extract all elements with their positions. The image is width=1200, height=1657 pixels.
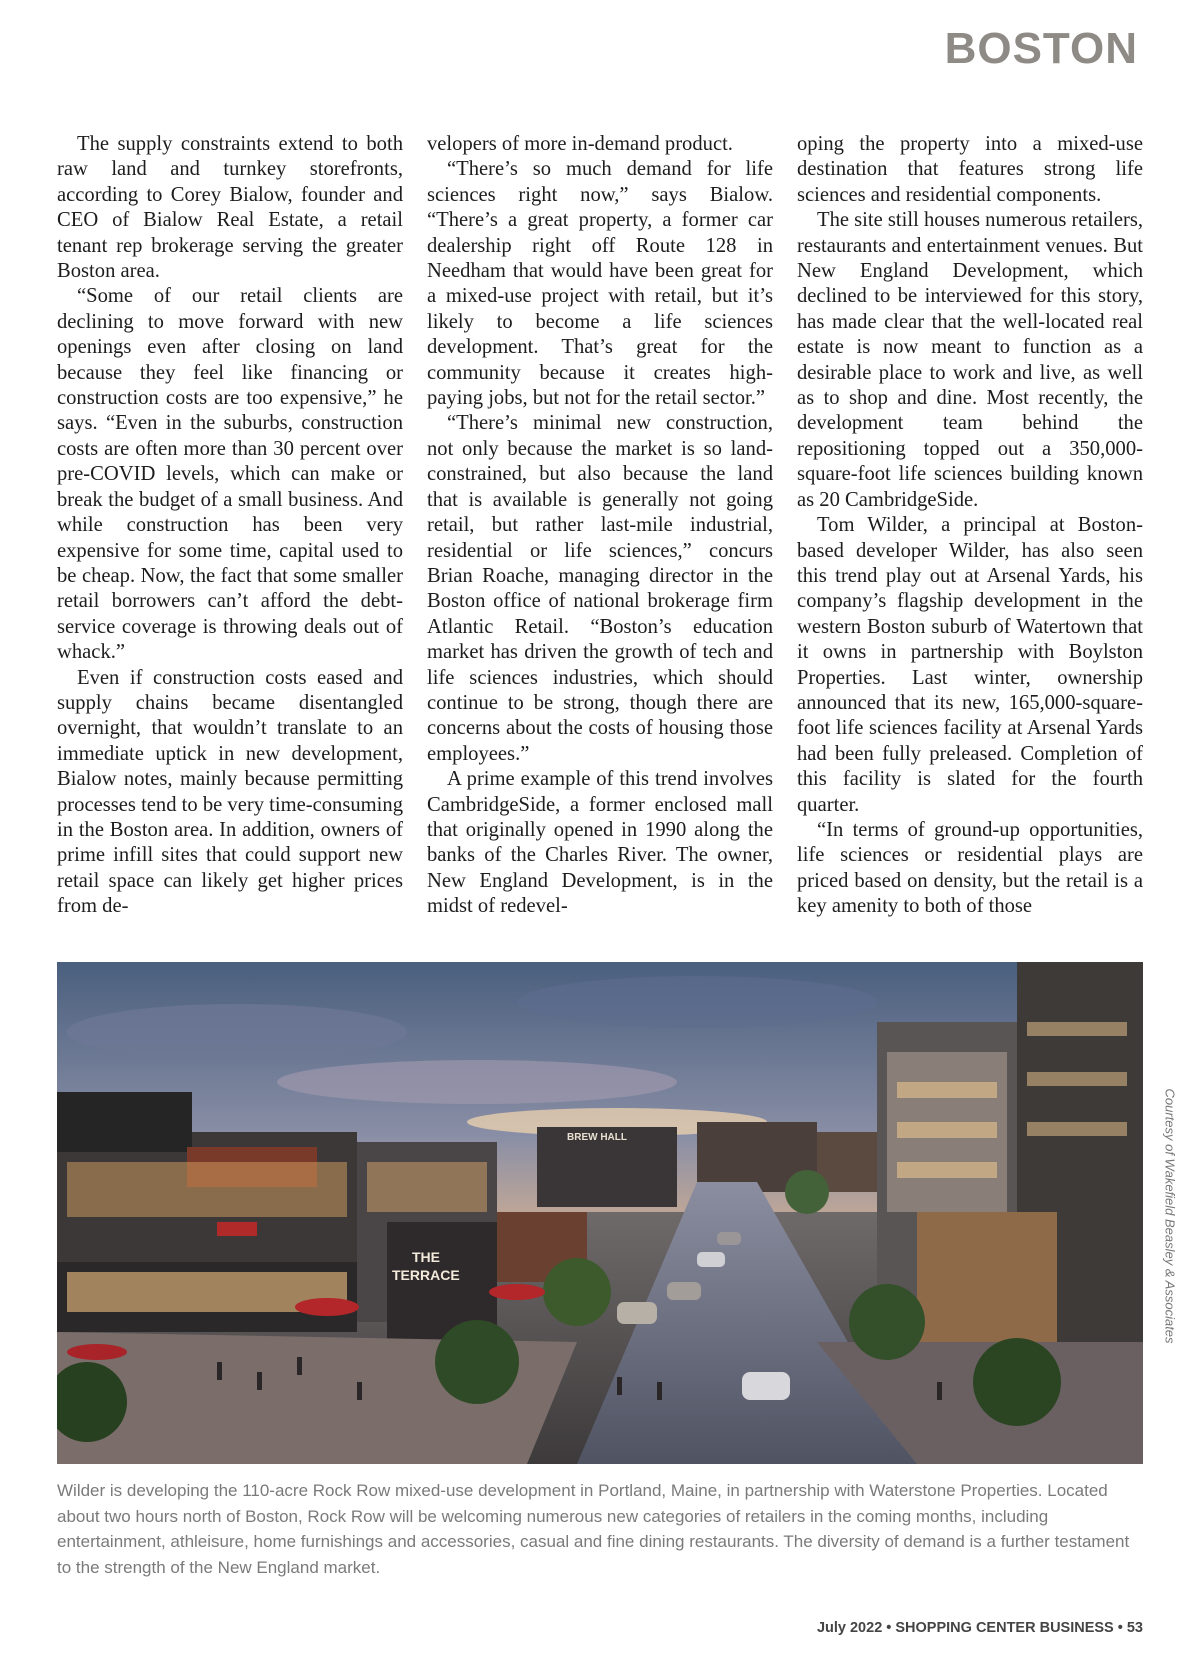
paragraph: “In terms of ground-up opportunities, life sciences or residential plays are priced based on density, but the retail is a key amenity to both of those — [797, 818, 1143, 918]
paragraph: oping the property into a mixed-use destination that features strong life sciences and residential components. — [797, 133, 1143, 206]
paragraph: A prime example of this trend involves CambridgeSide, a former enclosed mall that originally opened in 1990 along the banks of the Charles River. The owner, New England Development, is in the midst of redevel- — [427, 768, 773, 918]
article-column-3 — [797, 132, 1143, 944]
paragraph: “There’s so much demand for life sciences right now,” says Bialow. “There’s a great property, a former car dealership right off Route 128 in Needham that would have been great for a mixed-use project with retail, but it’s likely to become a life sciences development. That’s great for the community because it creates high-paying jobs, but not for the retail sector.” — [427, 158, 773, 410]
sign-the: THE — [412, 1249, 440, 1265]
image-caption: Wilder is developing the 110-acre Rock Row mixed-use development in Portland, Maine, in partnership with Waterstone Properties. Located about two hours north of Boston, Rock Row will be welcoming numerous new categories of retailers in the coming months, including entertainment, athleisure, home furnishings and accessories, casual and fine dining restaurants. The diversity of demand is a further testament to the strength of the New England market. — [57, 1481, 1130, 1577]
article-column-1 — [57, 132, 403, 944]
paragraph: The site still houses numerous retailers, restaurants and entertainment venues. But New England Development, which declined to be interviewed for this story, has made clear that the well-located real estate is now meant to function as a desirable place to work and live, as well as to shop and dine. Most recently, the development team behind the repositioning topped out a 350,000-square-foot life sciences building known as 20 CambridgeSide. — [797, 209, 1144, 511]
page-footer: July 2022 • SHOPPING CENTER BUSINESS • 53 — [816, 1620, 1143, 1636]
sign-brew-hall: BREW HALL — [567, 1132, 627, 1143]
sign-terrace: TERRACE — [392, 1267, 460, 1283]
paragraph: Even if construction costs eased and supply chains became disentangled overnight, that wouldn’t translate to an immediate uptick in new development, Bialow notes, mainly because permitting processes tend to be very time-consuming in the Boston area. In addition, owners of prime infill sites that could support new retail space can likely get higher prices from de- — [57, 666, 404, 918]
section-header: BOSTON — [944, 24, 1138, 73]
paragraph: Tom Wilder, a principal at Boston-based developer Wilder, has also seen this trend play out at Arsenal Yards, his company’s flagship development in the western Boston suburb of Watertown that it owns in partnership with Boylston Properties. Last winter, ownership announced that its new, 165,000-square-foot life sciences facility at Arsenal Yards had been fully preleased. Completion of this facility is slated for the fourth quarter. — [797, 514, 1143, 816]
photo-credit-text: Courtesy of Wakefield Beasley & Associates — [1162, 1088, 1178, 1344]
cloud — [67, 1004, 407, 1060]
paragraph: The supply constraints extend to both raw land and turnkey storefronts, according to Corey Bialow, founder and CEO of Bialow Real Estate, a retail tenant rep brokerage serving the greater Boston area. — [57, 133, 403, 283]
paragraph: velopers of more in-demand product. — [427, 133, 733, 155]
article-column-2 — [427, 132, 773, 944]
article-body — [57, 132, 1143, 944]
photo-credit — [1142, 1088, 1198, 1344]
cloud — [517, 976, 877, 1028]
cloud — [277, 1060, 677, 1104]
paragraph: “There’s minimal new construction, not only because the market is so land-constrained, but also because the land that is available is generally not going retail, but rather last-mile industrial, residential or life sciences,” concurs Brian Roache, managing director in the Boston office of national brokerage firm Atlantic Retail. “Boston’s education market has driven the growth of tech and life sciences industries, which should continue to be strong, though there are concerns about the costs of housing those employees.” — [427, 412, 773, 765]
paragraph: “Some of our retail clients are declining to move forward with new openings even after closing on land because they feel like financing or construction costs are too expensive,” he says. “Even in the suburbs, construction costs are often more than 30 percent over pre-COVID levels, which can make or break the budget of a small business. And while construction has been very expensive for some time, capital used to be cheap. Now, the fact that some smaller retail borrowers can’t afford the debt-service coverage is throwing deals out of whack.” — [57, 285, 403, 664]
rendering-image — [57, 962, 1143, 1464]
